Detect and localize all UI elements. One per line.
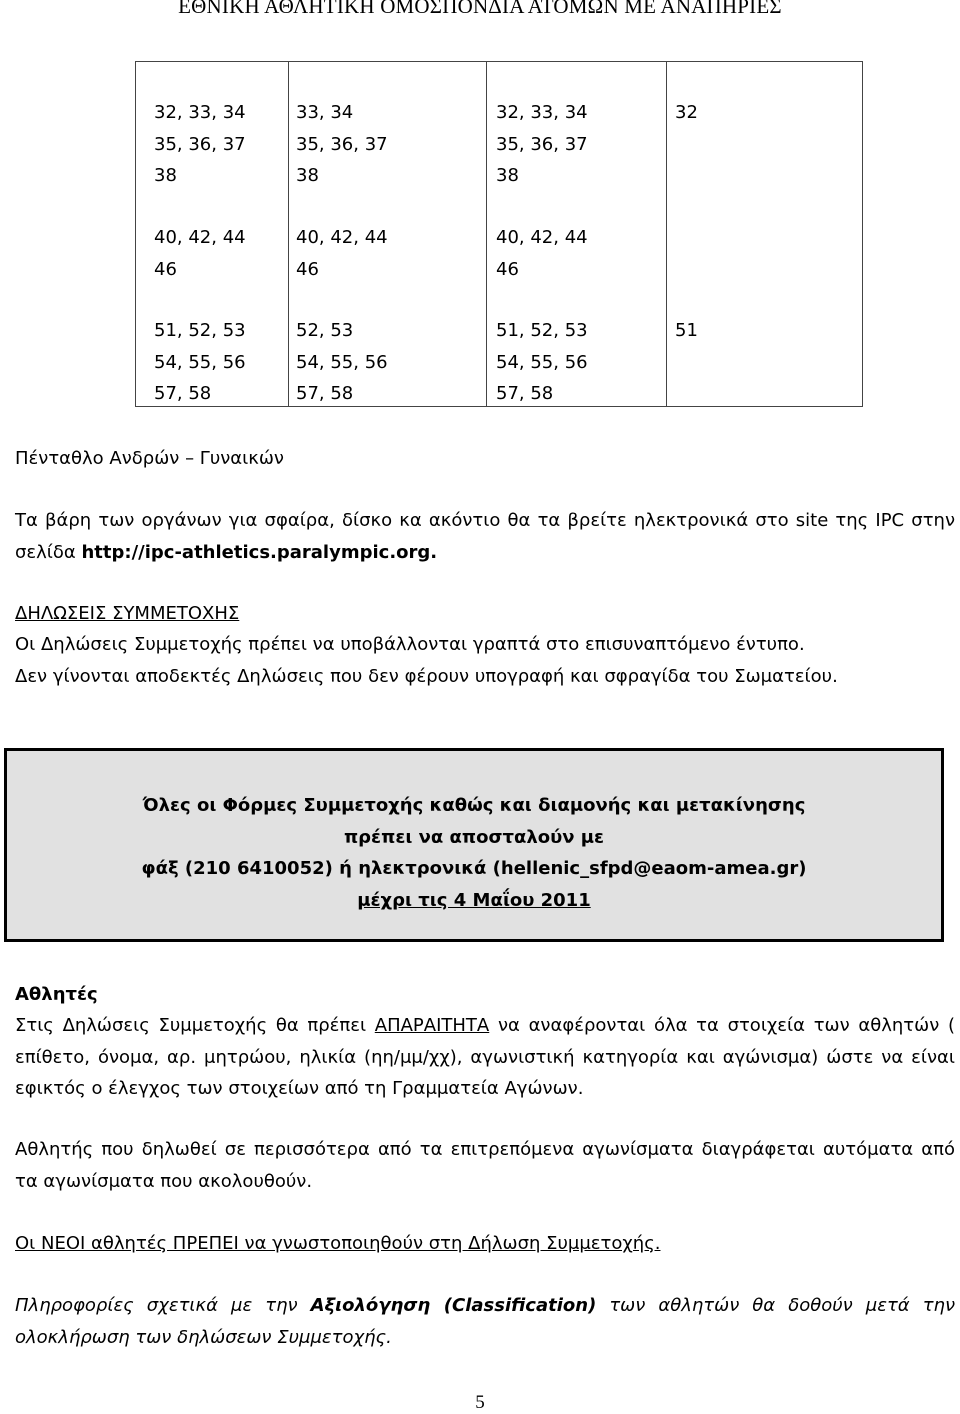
class-group: 32, 33, 34 35, 36, 37 38 [496,102,588,186]
athletes-p1-start: Στις Δηλώσεις Συμμετοχής θα πρέπει [15,1015,375,1036]
class-group: 32 [675,102,698,123]
table-cell [487,62,667,407]
class-group: 33, 34 35, 36, 37 38 [296,102,388,186]
classification-note [15,1290,955,1353]
classification-start: Πληροφορίες σχετικά με την [15,1295,311,1316]
class-group: 32, 33, 34 35, 36, 37 38 [154,102,246,186]
weights-paragraph [15,505,955,568]
declarations-line-1: Οι Δηλώσεις Συμμετοχής πρέπει να υποβάλλονται γραπτά στο επισυναπτόμενο έντυπο. [15,634,805,655]
athletes-p1-emphasis: ΑΠΑΡΑΙΤΗΤΑ [374,1015,490,1036]
event-class-table [135,61,863,407]
table-cell [667,62,863,407]
declarations-line-2: Δεν γίνονται αποδεκτές Δηλώσεις που δεν φέρουν υπογραφή και σφραγίδα του Σωματείου. [15,666,838,687]
weights-text: Τα βάρη των οργάνων για σφαίρα, δίσκο κα ακόντιο θα τα βρείτε ηλεκτρονικά στο site της IPC στην σελίδα [15,510,955,563]
notice-line-1: Όλες οι Φόρμες Συμμετοχής καθώς και διαμονής και μετακίνησης [142,795,806,816]
class-group: 52, 53 54, 55, 56 57, 58 [296,320,388,404]
classification-end: των αθλητών θα δοθούν μετά την ολοκλήρωση των δηλώσεων Συμμετοχής. [15,1295,955,1348]
athletes-p1-end: να αναφέρονται όλα τα στοιχεία των αθλητών ( επίθετο, όνομα, αρ. μητρώου, ηλικία (ηη/μμ/χχ), αγωνιστική κατηγορία και αγώνισμα) ώστε να είναι εφικτός ο έλεγχος των στοιχείων από τη Γραμματεία Αγώνων. [15,1015,955,1099]
classification-term: Αξιολόγηση (Classification) [310,1295,597,1316]
table-cell [136,62,289,407]
document-header: ΕΘΝΙΚΗ ΑΘΛΗΤΙΚΗ ΟΜΟΣΠΟΝΔΙΑ ΑΤΟΜΩΝ ΜΕ ΑΝΑΠΗΡΙΕΣ [178,0,782,18]
deadline-notice-box [4,748,944,942]
athletes-paragraph-2: Αθλητής που δηλωθεί σε περισσότερα από τα επιτρεπόμενα αγωνίσματα διαγράφεται αυτόματα από τα αγωνίσματα που ακολουθούν. [15,1139,955,1192]
class-group: 51, 52, 53 54, 55, 56 57, 58 [496,320,588,404]
declarations-heading: ΔΗΛΩΣΕΙΣ ΣΥΜΜΕΤΟΧΗΣ [15,603,240,624]
class-group: 51 [675,320,698,341]
page-number: 5 [475,1392,485,1413]
ipc-link[interactable]: http://ipc-athletics.paralympic.org. [81,541,438,563]
notice-line-3: φάξ (210 6410052) ή ηλεκτρονικά (hellenic_sfpd@eaom-amea.gr) [141,858,807,879]
table-row [136,62,863,407]
athletes-paragraph-1 [15,1010,955,1105]
class-group: 40, 42, 44 46 [496,227,588,280]
new-athletes-note: Οι ΝΕΟΙ αθλητές ΠΡΕΠΕΙ να γνωστοποιηθούν στη Δήλωση Συμμετοχής. [15,1233,661,1254]
class-group: 51, 52, 53 54, 55, 56 57, 58 [154,320,246,404]
notice-line-2: πρέπει να αποσταλούν με [343,826,605,848]
class-group: 40, 42, 44 46 [154,227,246,280]
athletes-heading: Αθλητές [15,984,98,1005]
table-cell [289,62,487,407]
class-group: 40, 42, 44 46 [296,227,388,280]
pentathlon-heading: Πένταθλο Ανδρών – Γυναικών [15,448,284,469]
notice-deadline: μέχρι τις 4 Μαΐου 2011 [357,889,591,911]
